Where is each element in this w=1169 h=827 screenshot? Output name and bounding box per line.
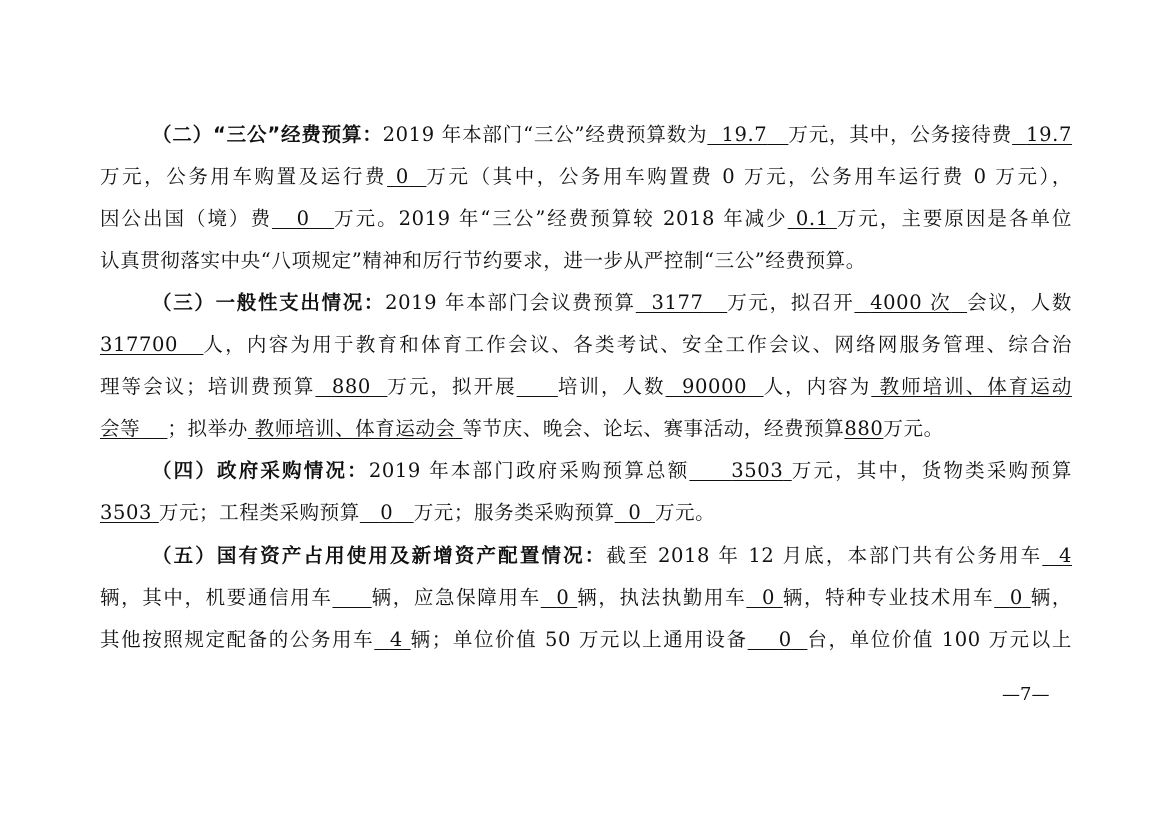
text-line (152, 539, 1072, 573)
text-segment: 辆，特种专业技术用车 (782, 586, 995, 609)
filled-value: 880 (844, 417, 884, 440)
filled-value: 0 (296, 207, 310, 230)
text-line (152, 286, 1072, 320)
text-line (100, 244, 1072, 278)
text-segment: 万元，拟开展 (387, 375, 517, 398)
text-segment: 2019 年本部门会议费预算 (385, 291, 636, 314)
text-segment: 万元，其中，公务接待费 (788, 123, 1013, 146)
filled-value: 0 (556, 586, 570, 609)
filled-value: 3503 (731, 459, 784, 482)
filled-value: 4000 次 (870, 291, 952, 314)
section-heading-general-expenses: （三）一般性支出情况： (152, 291, 386, 314)
text-line (100, 581, 1072, 615)
text-segment: 辆，执法执勤用车 (577, 586, 747, 609)
text-line (100, 160, 1072, 194)
section-heading-sangong: （二）“三公”经费预算： (152, 123, 383, 146)
text-segment: 万元；工程类采购预算 (158, 501, 360, 524)
text-segment: 培训，人数 (557, 375, 666, 398)
text-segment: 万元；服务类采购预算 (413, 501, 615, 524)
filled-value: 会等 (100, 417, 141, 440)
filled-value: 880 (331, 375, 371, 398)
filled-value: 90000 (682, 375, 748, 398)
text-line (152, 118, 1072, 152)
text-segment: 理等会议；培训费预算 (100, 375, 316, 398)
filled-value: 0.1 (795, 207, 829, 230)
text-segment: 万元，拟召开 (727, 291, 855, 314)
text-segment: 台，单位价值 100 万元以上 (807, 628, 1072, 651)
filled-value: 教师培训、体育运动 (879, 375, 1072, 398)
blank-field (332, 586, 371, 609)
filled-value: 0 (762, 586, 776, 609)
filled-value: 0 (395, 165, 409, 188)
filled-value: 0 (628, 501, 642, 524)
text-segment: 会议，人数 (967, 291, 1072, 314)
text-segment: 人，内容为 (763, 375, 872, 398)
text-segment: 人，内容为用于教育和体育工作会议、各类考试、安全工作会议、网络网服务管理、综合治 (203, 333, 1072, 356)
filled-value: 0 (380, 501, 394, 524)
text-segment: 万元。 (883, 417, 944, 440)
text-segment: 辆，应急保障用车 (371, 586, 541, 609)
text-line (100, 202, 1072, 236)
filled-value: 3177 (651, 291, 704, 314)
text-line (152, 454, 1072, 488)
blank-field (517, 375, 558, 398)
text-segment: 万元，其中，货物类采购预算 (791, 459, 1072, 482)
section-heading-procurement: （四）政府采购情况： (152, 459, 369, 482)
text-segment: 等节庆、晚会、论坛、赛事活动，经费预算 (462, 417, 845, 440)
text-segment: 2019 年本部门“三公”经费预算数为 (382, 123, 708, 146)
text-line (100, 412, 1072, 446)
text-line (100, 328, 1072, 362)
text-segment: 截至 2018 年 12 月底，本部门共有公务用车 (606, 544, 1043, 567)
text-segment: 万元。 (654, 501, 716, 524)
text-segment: 万元，主要原因是各单位 (836, 207, 1072, 230)
filled-value: 3503 (100, 501, 153, 524)
text-segment: 其他按照规定配备的公务用车 (100, 628, 375, 651)
filled-value: 0 (1009, 586, 1023, 609)
filled-value: 4 (389, 628, 403, 651)
text-segment: 万元，公务用车购置及运行费 (100, 165, 388, 188)
section-heading-assets: （五）国有资产占用使用及新增资产配置情况： (152, 544, 607, 567)
filled-value: 教师培训、体育运动会 (254, 417, 456, 440)
filled-value: 19.7 (721, 123, 768, 146)
filled-value: 317700 (100, 333, 179, 356)
text-line (100, 623, 1072, 657)
text-segment: 辆， (1030, 586, 1072, 609)
text-line (100, 496, 1072, 530)
filled-value: 4 (1058, 544, 1072, 567)
text-segment: 辆，其中，机要通信用车 (100, 586, 333, 609)
text-segment: ；拟举办 (167, 417, 248, 440)
text-line (100, 370, 1072, 404)
filled-value: 0 (778, 628, 792, 651)
text-segment: 2019 年本部门政府采购预算总额 (368, 459, 690, 482)
page-number: —7— (1002, 684, 1050, 705)
text-segment: 辆；单位价值 50 万元以上通用设备 (410, 628, 748, 651)
text-segment: 认真贯彻落实中央“八项规定”精神和厉行节约要求，进一步从严控制“三公”经费预算。 (100, 249, 866, 272)
text-segment: 因公出国（境）费 (100, 207, 272, 230)
text-segment: 万元。2019 年“三公”经费预算较 2018 年减少 (334, 207, 788, 230)
filled-value: 19.7 (1026, 123, 1072, 146)
text-segment: 万元（其中，公务用车购置费 0 万元，公务用车运行费 0 万元）， (426, 165, 1072, 188)
